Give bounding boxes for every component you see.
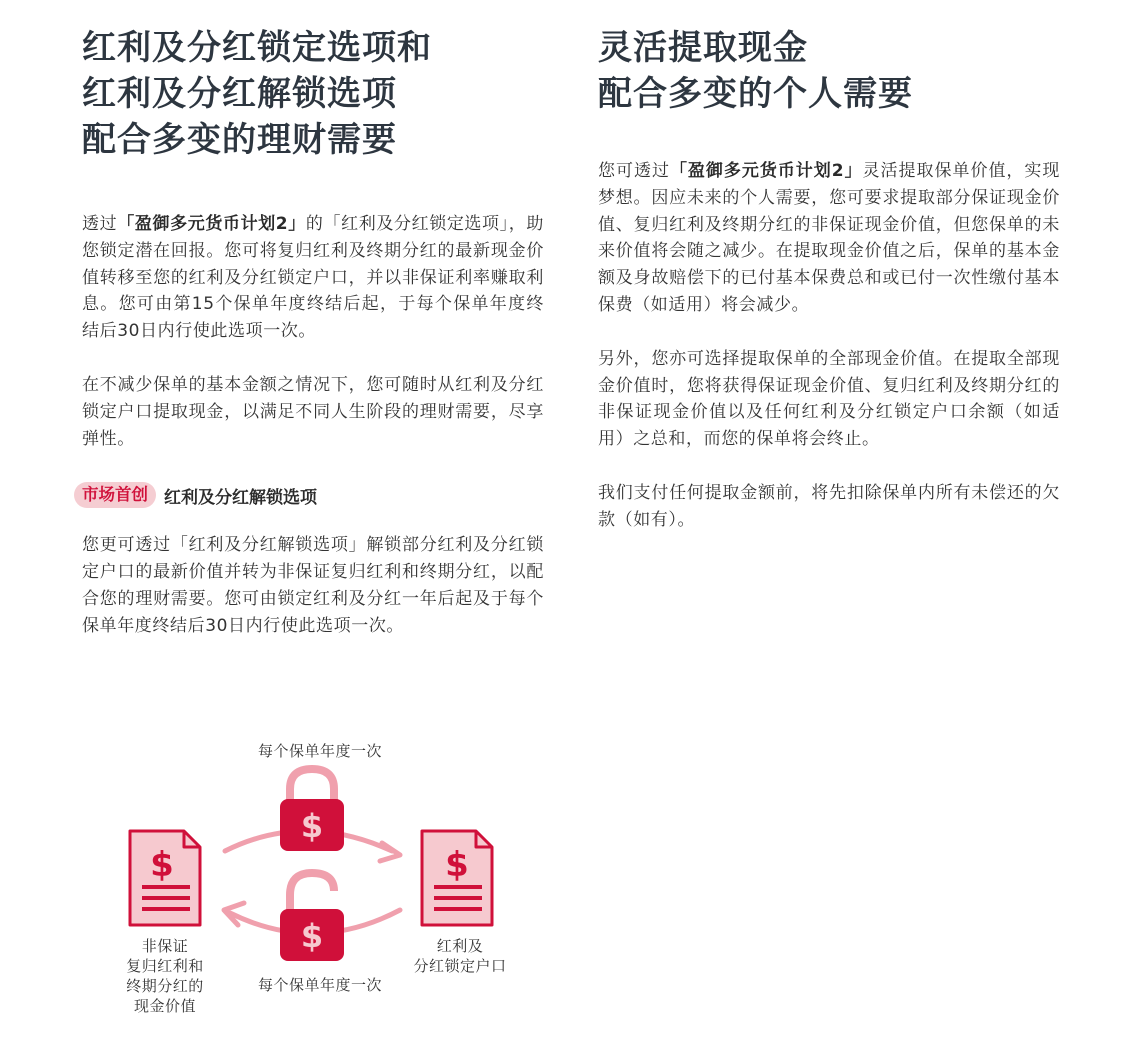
label-line: 现金价值 xyxy=(133,997,196,1015)
debt-deduction-paragraph: 我们支付任何提取金额前，将先扣除保单内所有未偿还的欠款（如有）。 xyxy=(598,482,1060,530)
document-icon-left xyxy=(130,831,200,925)
lock-account-label xyxy=(390,936,530,976)
left-column xyxy=(82,0,544,640)
paragraph-text: 透过 xyxy=(82,214,118,234)
bottom-frequency-label: 每个保单年度一次 xyxy=(257,976,382,994)
left-heading xyxy=(82,25,544,163)
lock-icon xyxy=(280,769,344,851)
paragraph-text: 灵活提取保单价值，实现梦想。因应未来的个人需要，您可要求提取部分保证现金价值、复归红利及终期分红的非保证现金价值，但您保单的未来价值将会随之减少。在提取现金价值之后，保单的基本金额及身故赔偿下的已付基本保费总和或已付一次性缴付基本保费（如适用）将会减少。 xyxy=(598,161,1060,315)
lock-unlock-diagram xyxy=(100,735,560,1035)
non-guaranteed-value-label xyxy=(100,936,230,1016)
paragraph-text: 的「红利及分红锁定选项」，助您锁定潜在回报。您可将复归红利及终期分红的最新现金价值转移至您的红利及分红锁定户口，并以非保证利率赚取利息。您可由第15个保单年度终结后起，于每个保单年度终结后30日内行使此选项一次。 xyxy=(82,214,545,342)
paragraph-text: 您可透过 xyxy=(598,161,670,181)
label-line: 非保证 xyxy=(141,937,189,955)
heading-line: 红利及分红解锁选项 xyxy=(82,74,397,114)
unlock-dollar-sign: $ xyxy=(300,917,324,955)
unlock-option-paragraph: 您更可透过「红利及分红解锁选项」解锁部分红利及分红锁定户口的最新价值并转为非保证复归红利和终期分红，以配合您的理财需要。您可由锁定红利及分红一年后起及于每个保单年度终结后30日内行使此选项一次。 xyxy=(82,535,544,636)
right-column xyxy=(598,0,1060,534)
withdraw-flexibility-paragraph: 在不减少保单的基本金额之情况下，您可随时从红利及分红锁定户口提取现金，以满足不同人生阶段的理财需要，尽享弹性。 xyxy=(82,374,544,449)
document-icon-right xyxy=(422,831,492,925)
plan-name: 「盈御多元货币计划2」 xyxy=(669,161,863,181)
document-dollar-sign: $ xyxy=(150,845,174,885)
unlock-option-title: 红利及分红解锁选项 xyxy=(164,487,317,508)
heading-line: 红利及分红锁定选项和 xyxy=(82,28,432,68)
label-line: 复归红利和 xyxy=(126,957,204,975)
market-first-badge: 市场首创 xyxy=(74,482,156,508)
top-frequency-label: 每个保单年度一次 xyxy=(257,742,382,760)
plan-name: 「盈御多元货币计划2」 xyxy=(117,214,306,234)
heading-line: 配合多变的个人需要 xyxy=(598,74,913,114)
partial-withdrawal-paragraph xyxy=(598,158,1060,319)
label-line: 分红锁定户口 xyxy=(413,957,507,975)
label-line: 红利及 xyxy=(436,937,484,955)
unlock-option-heading xyxy=(82,480,544,510)
right-heading xyxy=(598,25,1060,117)
heading-line: 配合多变的理财需要 xyxy=(82,120,397,160)
document-dollar-sign: $ xyxy=(445,845,469,885)
lock-dollar-sign: $ xyxy=(300,807,324,845)
lock-option-paragraph xyxy=(82,211,544,345)
unlock-icon xyxy=(280,873,344,961)
full-withdrawal-paragraph: 另外，您亦可选择提取保单的全部现金价值。在提取全部现金价值时，您将获得保证现金价值、复归红利及终期分红的非保证现金价值以及任何红利及分红锁定户口余额（如适用）之总和，而您的保单将会终止。 xyxy=(598,348,1060,450)
heading-line: 灵活提取现金 xyxy=(598,28,808,68)
label-line: 终期分红的 xyxy=(126,977,204,995)
